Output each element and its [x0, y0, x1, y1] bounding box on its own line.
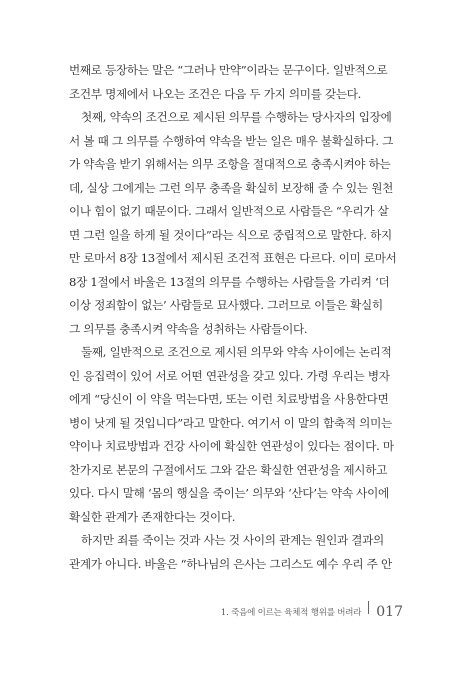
text-line: 8장 1절에서 바울은 13절의 의무를 수행하는 사람들을 가리켜 ‘더	[69, 274, 390, 289]
paragraph	[69, 59, 405, 106]
paragraph	[69, 341, 405, 529]
text-line: 둘째, 일반적으로 조건으로 제시된 의무와 약속 사이에는 논리적	[81, 345, 392, 359]
text-line: 병이 낫게 될 것입니다”라고 말한다. 여기서 이 말의 함축적 의미는	[69, 415, 392, 430]
text-line: 서 볼 때 그 의무를 수행하여 약속을 받는 일은 매우 불확실하다. 그	[69, 133, 394, 148]
text-line: 번째로 등장하는 말은 “그러나 만약”이라는 문구이다. 일반적으로	[69, 63, 388, 77]
page-number: 017	[376, 604, 403, 620]
body-text	[69, 59, 405, 576]
text-line: 하지만 죄를 죽이는 것과 사는 것 사이의 관계는 원인과 결과의	[81, 533, 384, 547]
page-footer	[0, 604, 403, 620]
text-line: 약이나 치료방법과 건강 사이에 확실한 연관성이 있다는 점이다. 마	[69, 439, 394, 453]
text-line: 조건부 명제에서 나오는 조건은 다음 두 가지 의미를 갖는다.	[69, 86, 362, 101]
running-footer-chapter-title: 1. 죽음에 이르는 육체적 행위를 버려라	[220, 608, 362, 618]
text-line: 첫째, 약속의 조건으로 제시된 의무를 수행하는 당사자의 입장에	[81, 110, 392, 124]
text-line: 만 로마서 8장 13절에서 제시된 조건적 표현은 다르다. 이미 로마서	[69, 251, 397, 265]
text-line: 에게 “당신이 이 약을 먹는다면, 또는 이런 치료방법을 사용한다면	[69, 392, 389, 406]
text-line: 이나 힘이 없기 때문이다. 그래서 일반적으로 사람들은 “우리가 살	[69, 204, 389, 218]
paragraph	[69, 529, 405, 576]
text-line: 이상 정죄함이 없는’ 사람들로 묘사했다. 그러므로 이들은 확실히	[69, 298, 383, 312]
text-line: 찬가지로 본문의 구절에서도 그와 같은 확실한 연관성을 제시하고	[69, 462, 387, 477]
footer-divider	[368, 601, 369, 614]
text-line: 면 그런 일을 하게 될 것이다”라는 식으로 중립적으로 말한다. 하지	[69, 227, 392, 242]
paragraph	[69, 106, 405, 341]
text-line: 확실한 관계가 존재한다는 것이다.	[69, 509, 236, 524]
text-line: 가 약속을 받기 위해서는 의무 조항을 절대적으로 충족시켜야 하는	[69, 157, 391, 171]
text-line: 관계가 아니다. 바울은 “하나님의 은사는 그리스도 예수 우리 주 안	[69, 556, 392, 571]
text-line: 인 응집력이 있어 서로 어떤 연관성을 갖고 있다. 가령 우리는 병자	[69, 368, 390, 383]
text-line: 있다. 다시 말해 ‘몸의 행실을 죽이는’ 의무와 ‘산다’는 약속 사이에	[69, 486, 389, 500]
text-line: 데, 실상 그에게는 그런 의무 충족을 확실히 보장해 줄 수 있는 원천	[69, 180, 394, 195]
text-line: 그 의무를 충족시켜 약속을 성취하는 사람들이다.	[69, 321, 308, 336]
